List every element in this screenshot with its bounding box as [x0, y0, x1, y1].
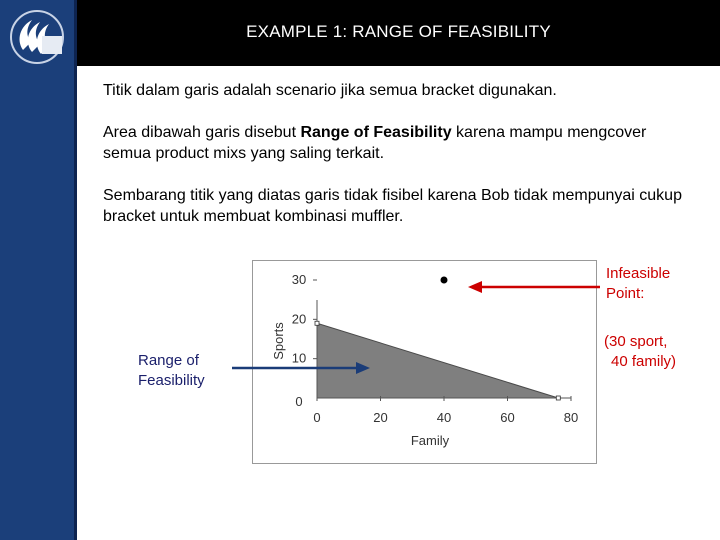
- title-bar: [77, 0, 720, 66]
- range-label-line2: Feasibility: [138, 372, 205, 389]
- x-axis-label: Family: [410, 433, 450, 448]
- coords-line2: 40 family): [611, 353, 677, 370]
- x-tick-label: 40: [436, 410, 452, 425]
- paragraph-2-end: karena mampu mengcover semua product mixs yang saling terkait.: [103, 124, 647, 162]
- line-endpoint-marker: [315, 321, 319, 325]
- infeasible-point-coords: [604, 332, 676, 372]
- x-tick-label: 0: [313, 410, 321, 425]
- x-tick-label: 20: [373, 410, 388, 425]
- chart-frame: [252, 260, 597, 464]
- paragraph-2-start: Area dibawah garis disebut: [103, 124, 301, 141]
- range-of-feasibility-term: Range of Feasibility: [300, 124, 452, 141]
- range-of-feasibility-label: [138, 351, 205, 391]
- infeasible-label-line1: Infeasible: [606, 265, 671, 282]
- y-tick-label: 20: [291, 311, 307, 327]
- sidebar: [0, 0, 74, 540]
- infeasible-point: [441, 277, 448, 284]
- coords-line1: (30 sport,: [604, 333, 668, 350]
- paragraph-1: Titik dalam garis adalah scenario jika semua bracket digunakan.: [103, 82, 557, 99]
- slide-body: [103, 80, 693, 248]
- y-axis-label: Sports: [271, 322, 286, 360]
- infeasible-label-line2: Point:: [606, 285, 645, 302]
- paragraph-2: [103, 122, 693, 164]
- line-endpoint-marker: [556, 396, 560, 400]
- paragraph-3: Sembarang titik yang diatas garis tidak fisibel karena Bob tidak mempunyai cukup bracket untuk membuat kombinasi muffler.: [103, 187, 682, 225]
- page-title: EXAMPLE 1: RANGE OF FEASIBILITY: [246, 22, 551, 41]
- x-axis-ticks: [313, 396, 578, 425]
- y-axis-ticks: [292, 272, 317, 409]
- university-logo-icon: [6, 6, 68, 68]
- y-tick-label: 0: [295, 394, 303, 409]
- feasibility-chart: [253, 261, 597, 464]
- infeasible-point-label: [606, 264, 670, 304]
- y-tick-label: 30: [291, 272, 307, 287]
- y-tick-label: 10: [291, 350, 307, 366]
- x-tick-label: 80: [563, 410, 579, 425]
- sidebar-edge: [74, 0, 77, 540]
- range-label-line1: Range of: [138, 352, 199, 369]
- x-tick-label: 60: [500, 410, 515, 425]
